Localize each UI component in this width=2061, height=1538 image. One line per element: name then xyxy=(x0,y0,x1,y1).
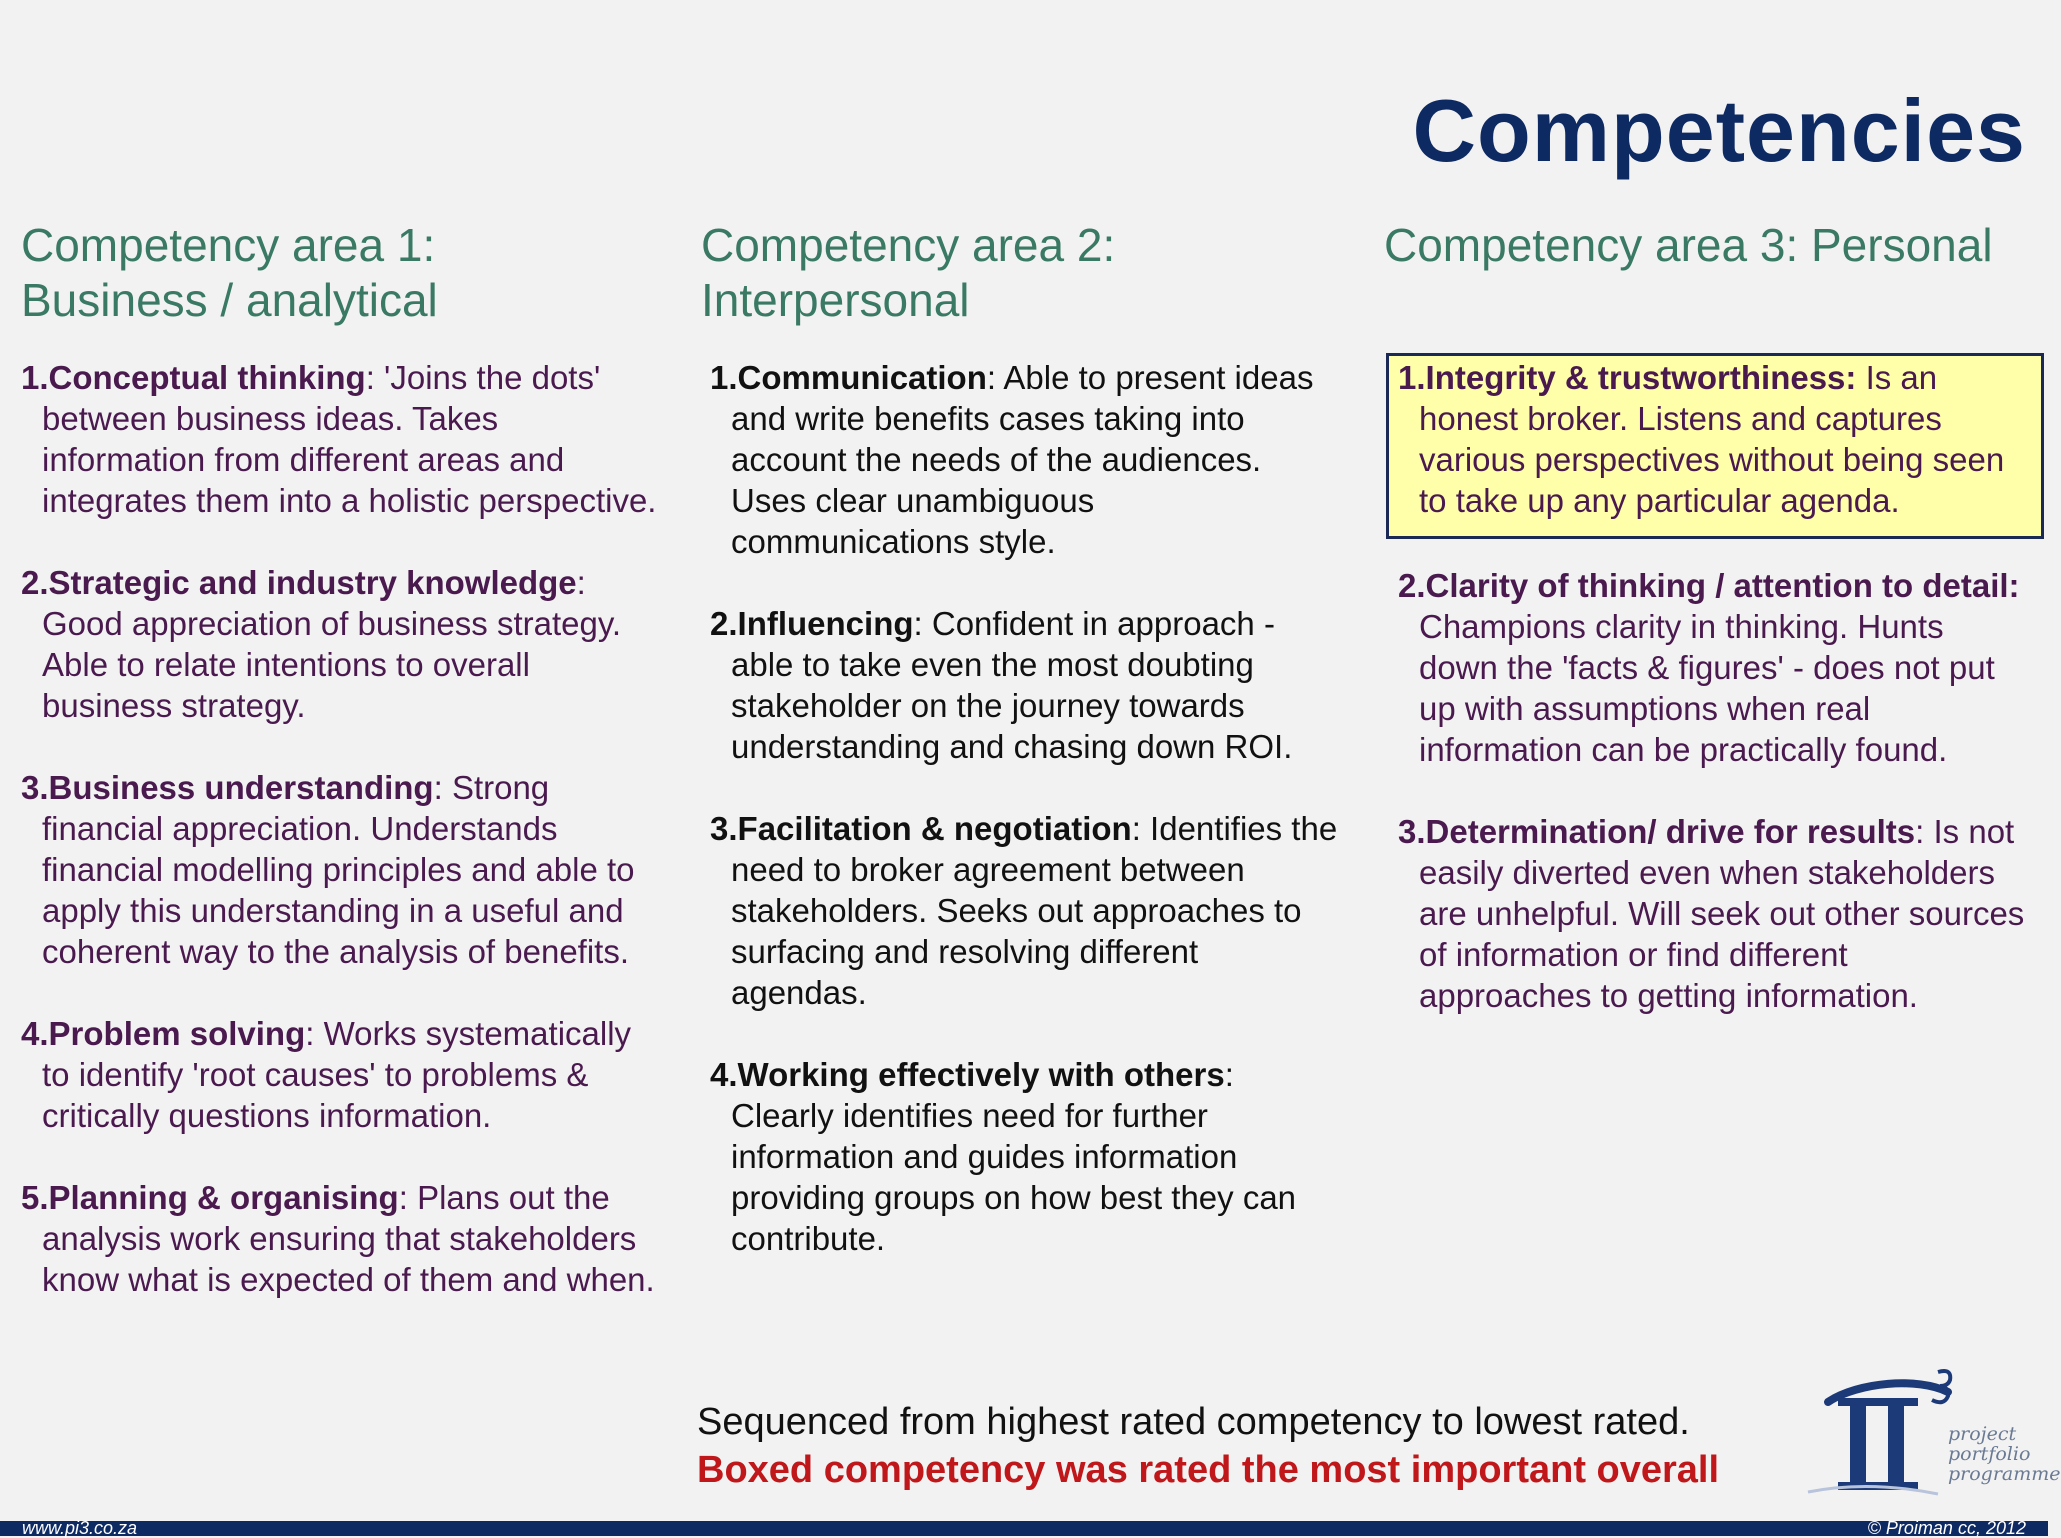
item-sep: : xyxy=(398,1179,418,1216)
item-description: Champions clarity in thinking. Hunts down the 'facts & figures' - does not put up with assumptions when real information can be practically found. xyxy=(1419,608,1995,768)
item-name: Planning & organising xyxy=(48,1179,399,1216)
item-sep: : xyxy=(1224,1056,1234,1093)
area-1-list xyxy=(21,357,661,1341)
list-item xyxy=(710,808,1340,1013)
list-item xyxy=(21,767,661,972)
item-number: 4. xyxy=(21,1015,49,1052)
item-name: Influencing xyxy=(737,605,914,642)
area-3-heading-text: Competency area 3: Personal xyxy=(1384,219,1993,271)
item-sep xyxy=(1856,359,1865,396)
item-number: 1. xyxy=(710,359,738,396)
footer-website-link[interactable]: www.pi3.co.za xyxy=(22,1518,138,1538)
logo-line-3: programme xyxy=(1948,1463,2061,1485)
item-description: Plans out the analysis work ensuring that stakeholders know what is expected of them and when. xyxy=(42,1179,655,1298)
item-name: Strategic and industry knowledge xyxy=(48,564,577,601)
logo-text xyxy=(1948,1424,2061,1484)
list-item xyxy=(710,1054,1340,1259)
area-1-heading-text: Competency area 1: Business / analytical xyxy=(21,219,438,326)
logo-line-2: portfolio xyxy=(1948,1443,2031,1465)
item-name: Facilitation & negotiation xyxy=(737,810,1132,847)
item-description: 'Joins the dots' between business ideas. Takes information from different areas and integrates them into a holistic perspective. xyxy=(42,359,657,519)
item-sep: : xyxy=(576,564,586,601)
area-3-list xyxy=(1398,357,2028,1057)
item-name: Integrity & trustworthiness: xyxy=(1425,359,1857,396)
item-sep: : xyxy=(913,605,932,642)
list-item xyxy=(1398,565,2028,770)
item-sep: : xyxy=(1131,810,1151,847)
item-description: Confident in approach - able to take even the most doubting stakeholder on the journey towards understanding and chasing down ROI. xyxy=(731,605,1293,765)
item-name: Determination/ drive for results xyxy=(1425,813,1916,850)
item-name: Business understanding xyxy=(48,769,434,806)
item-number: 1. xyxy=(21,359,49,396)
area-2-heading-text: Competency area 2: Interpersonal xyxy=(701,219,1116,326)
item-description: Works systematically to identify 'root causes' to problems & critically questions information. xyxy=(42,1015,632,1134)
item-description: Is not easily diverted even when stakeholders are unhelpful. Will seek out other sources of information or find different approaches to getting information. xyxy=(1419,813,2025,1014)
area-3-heading xyxy=(1384,218,1993,273)
item-description: Identifies the need to broker agreement between stakeholders. Seeks out approaches to surfacing and resolving different agendas. xyxy=(731,810,1338,1011)
item-sep: : xyxy=(433,769,452,806)
item-number: 5. xyxy=(21,1179,49,1216)
list-item xyxy=(21,1177,661,1300)
item-description: Good appreciation of business strategy. Able to relate intentions to overall business strategy. xyxy=(42,605,622,724)
item-description: Strong financial appreciation. Understands financial modelling principles and able to apply this understanding in a useful and coherent way to the analysis of benefits. xyxy=(42,769,635,970)
item-name: Problem solving xyxy=(48,1015,306,1052)
item-name: Clarity of thinking / attention to detail: xyxy=(1425,567,2020,604)
area-2-list xyxy=(710,357,1340,1300)
item-number: 2. xyxy=(21,564,49,601)
list-item-boxed xyxy=(1398,357,2028,521)
list-item xyxy=(21,562,661,726)
item-name: Conceptual thinking xyxy=(48,359,366,396)
item-number: 3. xyxy=(710,810,738,847)
item-name: Communication xyxy=(737,359,987,396)
item-description: Clearly identifies need for further information and guides information providing groups on how best they can contribute. xyxy=(731,1097,1297,1257)
item-number: 2. xyxy=(710,605,738,642)
footer-bar xyxy=(0,1518,2048,1538)
item-sep: : xyxy=(986,359,1004,396)
item-number: 1. xyxy=(1398,359,1426,396)
area-2-heading xyxy=(701,218,1115,328)
footnote-line-1: Sequenced from highest rated competency to lowest rated. xyxy=(697,1401,1690,1443)
footer-copyright: © Proiman cc, 2012 xyxy=(1867,1518,2026,1538)
item-number: 2. xyxy=(1398,567,1426,604)
footnote-line-2: Boxed competency was rated the most important overall xyxy=(697,1449,1720,1491)
item-description: Is an honest broker. Listens and captures various perspectives without being seen to take up any particular agenda. xyxy=(1419,359,2005,519)
list-item xyxy=(710,357,1340,562)
item-sep: : xyxy=(305,1015,324,1052)
item-name: Working effectively with others xyxy=(737,1056,1225,1093)
item-sep: : xyxy=(365,359,385,396)
item-number: 3. xyxy=(21,769,49,806)
item-number: 3. xyxy=(1398,813,1426,850)
item-description: Able to present ideas and write benefits cases taking into account the needs of the audiences. Uses clear unambiguous communications style. xyxy=(731,359,1314,560)
item-number: 4. xyxy=(710,1056,738,1093)
list-item xyxy=(21,1013,661,1136)
list-item xyxy=(1398,811,2028,1016)
area-1-heading xyxy=(21,218,438,328)
footnote xyxy=(697,1398,1719,1494)
list-item xyxy=(21,357,661,521)
slide-title: Competencies xyxy=(1412,81,2026,180)
logo-line-1: project xyxy=(1948,1423,2017,1445)
list-item xyxy=(710,603,1340,767)
item-sep: : xyxy=(1915,813,1934,850)
